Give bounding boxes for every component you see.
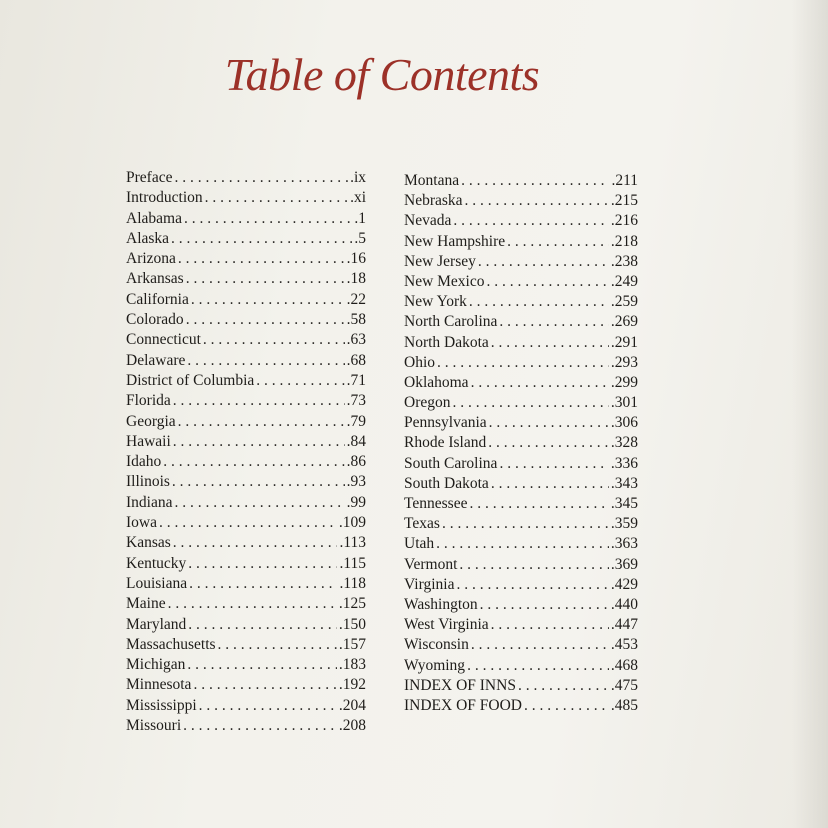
toc-entry-page: .113 <box>339 534 366 552</box>
toc-entry <box>404 211 638 231</box>
toc-entry <box>404 676 638 696</box>
toc-entry-page: .211 <box>611 172 638 189</box>
dot-leader <box>467 656 609 676</box>
toc-entry-name: Delaware <box>126 351 186 369</box>
toc-entry <box>126 452 366 472</box>
toc-entry <box>404 232 638 252</box>
toc-entry <box>404 252 638 272</box>
toc-entry-name: Montana <box>404 172 460 189</box>
toc-entry-name: California <box>126 290 189 308</box>
dot-leader <box>456 575 608 595</box>
toc-entry-name: Kansas <box>126 534 171 552</box>
toc-entry-page: .249 <box>610 272 638 290</box>
toc-entry <box>126 432 366 452</box>
toc-entry-page: .115 <box>339 554 366 572</box>
dot-leader <box>491 474 609 494</box>
dot-leader <box>499 454 608 474</box>
toc-entry <box>126 371 366 391</box>
toc-entry-name: Missouri <box>126 717 182 735</box>
toc-entry <box>126 574 366 594</box>
toc-entry-name: Rhode Island <box>404 434 487 452</box>
toc-entry-name: Washington <box>404 595 478 613</box>
toc-entry <box>126 290 366 310</box>
toc-entry-name: Virginia <box>404 575 455 593</box>
dot-leader <box>199 696 337 716</box>
dot-leader <box>163 452 344 472</box>
toc-entry-name: Mississippi <box>126 696 197 714</box>
dot-leader <box>524 696 609 716</box>
page-title: Table of Contents <box>224 49 540 100</box>
toc-entry <box>126 472 366 492</box>
toc-entry <box>126 493 366 513</box>
toc-entry-page: .68 <box>346 351 366 369</box>
toc-entry-page: .5 <box>354 229 366 247</box>
toc-entry-page: .16 <box>346 250 366 268</box>
toc-entry <box>404 555 638 575</box>
toc-entry-page: .79 <box>346 412 366 430</box>
dot-leader <box>465 191 609 211</box>
toc-entry-name: Maine <box>126 595 166 613</box>
toc-entry <box>126 513 366 533</box>
toc-entry <box>126 188 366 208</box>
dot-leader <box>203 330 345 350</box>
toc-entry-name: Arizona <box>126 250 176 268</box>
toc-entry <box>404 333 638 353</box>
toc-entry-page: .125 <box>338 595 366 613</box>
toc-entry <box>404 575 638 595</box>
toc-entry <box>126 229 366 249</box>
toc-entry <box>404 696 638 716</box>
toc-entry <box>126 635 366 655</box>
toc-entry-name: Illinois <box>126 473 170 491</box>
toc-entry-page: .xi <box>350 189 366 207</box>
toc-entry <box>126 716 366 736</box>
dot-leader <box>436 534 609 554</box>
dot-leader <box>187 655 336 675</box>
toc-column-right <box>404 171 638 716</box>
dot-leader <box>187 351 344 371</box>
dot-leader <box>191 290 345 310</box>
toc-entry <box>404 393 638 413</box>
toc-entry-page: .183 <box>338 656 366 674</box>
toc-entry-name: New Hampshire <box>404 232 506 250</box>
dot-leader <box>487 272 609 292</box>
toc-entry-name: Arkansas <box>126 270 184 288</box>
dot-leader <box>173 432 345 452</box>
toc-entry-page: .150 <box>338 615 366 633</box>
dot-leader <box>480 595 609 615</box>
dot-leader <box>186 269 345 289</box>
toc-entry <box>404 656 638 676</box>
dot-leader <box>186 310 345 330</box>
toc-entry-page: .343 <box>610 474 638 492</box>
toc-entry-name: Georgia <box>126 412 176 430</box>
toc-entry-page: .363 <box>610 535 638 553</box>
toc-entry <box>404 413 638 433</box>
toc-entry-name: New York <box>404 293 467 311</box>
dot-leader <box>174 493 344 513</box>
toc-entry <box>404 292 638 312</box>
toc-entry-page: .86 <box>346 453 366 471</box>
toc-entry-name: Florida <box>126 392 171 410</box>
dot-leader <box>183 716 337 736</box>
toc-entry <box>126 168 366 188</box>
dot-leader <box>168 594 337 614</box>
toc-entry <box>126 594 366 614</box>
toc-entry-name: Tennessee <box>404 495 468 512</box>
toc-entry <box>126 330 366 350</box>
dot-leader <box>205 188 348 208</box>
dot-leader <box>461 171 609 191</box>
toc-entry-page: .359 <box>610 515 638 533</box>
toc-entry-name: Michigan <box>126 656 186 674</box>
toc-entry-name: New Jersey <box>404 252 476 270</box>
dot-leader <box>173 533 338 553</box>
toc-entry-page: .192 <box>338 676 366 694</box>
toc-entry-page: .475 <box>610 676 638 694</box>
dot-leader <box>469 292 609 312</box>
toc-entry-page: .269 <box>610 313 638 331</box>
toc-entry <box>404 514 638 534</box>
dot-leader <box>178 412 345 432</box>
dot-leader <box>437 353 609 373</box>
toc-entry-page: .204 <box>338 696 366 714</box>
toc-entry <box>404 373 638 393</box>
toc-entry <box>126 615 366 635</box>
toc-entry <box>126 391 366 411</box>
toc-entry-name: Nevada <box>404 212 452 230</box>
toc-entry <box>126 351 366 371</box>
toc-entry-name: South Carolina <box>404 454 498 472</box>
dot-leader <box>178 249 345 269</box>
toc-entry-name: Idaho <box>126 453 162 471</box>
dot-leader <box>453 393 609 413</box>
toc-entry-name: Pennsylvania <box>404 414 487 432</box>
toc-entry-page: .328 <box>610 434 638 452</box>
toc-entry-page: .299 <box>610 373 638 391</box>
dot-leader <box>174 168 348 188</box>
toc-entry <box>126 209 366 229</box>
toc-entry-name: Colorado <box>126 311 184 329</box>
toc-entry-name: Oregon <box>404 394 451 412</box>
toc-entry <box>404 191 638 211</box>
dot-leader <box>488 433 609 453</box>
toc-entry-page: .440 <box>610 595 638 613</box>
toc-entry-page: .293 <box>610 353 638 371</box>
toc-entry-page: .84 <box>346 432 366 450</box>
toc-entry <box>404 615 638 635</box>
toc-entry-name: Hawaii <box>126 432 171 450</box>
dot-leader <box>256 371 344 391</box>
dot-leader <box>442 514 609 534</box>
toc-entry-page: .218 <box>610 232 638 250</box>
toc-entry-name: Massachusetts <box>126 635 216 653</box>
dot-leader <box>469 494 608 514</box>
dot-leader <box>188 554 337 574</box>
toc-entry-page: .238 <box>610 252 638 270</box>
toc-entry-name: Preface <box>126 169 173 186</box>
toc-entry-page: .369 <box>610 555 638 573</box>
toc-entry-page: .63 <box>346 331 366 349</box>
toc-entry-name: New Mexico <box>404 272 485 290</box>
toc-entry-page: .291 <box>610 333 638 351</box>
toc-entry <box>404 433 638 453</box>
toc-entry <box>404 353 638 373</box>
toc-entry <box>126 655 366 675</box>
toc-entry-name: Alaska <box>126 229 170 247</box>
dot-leader <box>171 229 352 249</box>
toc-entry <box>404 474 638 494</box>
toc-entry-page: .216 <box>610 212 638 230</box>
toc-entry-page: .336 <box>610 454 638 472</box>
toc-entry-page: .453 <box>610 636 638 654</box>
dot-leader <box>459 555 608 575</box>
toc-entry-name: North Carolina <box>404 313 498 331</box>
dot-leader <box>518 676 609 696</box>
toc-entry-name: District of Columbia <box>126 371 255 389</box>
toc-entry <box>404 272 638 292</box>
toc-entry-name: Oklahoma <box>404 373 469 391</box>
toc-entry-name: Connecticut <box>126 331 201 349</box>
dot-leader <box>499 312 608 332</box>
toc-entry-page: .447 <box>610 616 638 634</box>
toc-entry-page: .485 <box>610 696 638 714</box>
dot-leader <box>471 635 609 655</box>
toc-entry <box>404 312 638 332</box>
toc-entry-name: Wisconsin <box>404 636 469 654</box>
dot-leader <box>491 333 609 353</box>
toc-entry-page: .109 <box>338 514 366 532</box>
toc-entry-name: Minnesota <box>126 676 192 694</box>
toc-entry-name: North Dakota <box>404 333 489 351</box>
toc-entry-name: Louisiana <box>126 574 188 592</box>
toc-entry-name: Kentucky <box>126 554 187 572</box>
dot-leader <box>489 413 609 433</box>
toc-entry-name: Iowa <box>126 514 157 532</box>
toc-entry-page: .ix <box>350 169 366 186</box>
dot-leader <box>507 232 609 252</box>
dot-leader <box>471 373 609 393</box>
dot-leader <box>453 211 609 231</box>
page-edge-shadow <box>792 0 828 828</box>
toc-entry-page: .1 <box>354 209 366 227</box>
toc-entry-name: Indiana <box>126 493 173 511</box>
toc-column-left <box>126 168 366 736</box>
toc-entry-page: .301 <box>610 394 638 412</box>
toc-entry-name: Texas <box>404 515 440 533</box>
toc-entry <box>126 310 366 330</box>
toc-entry <box>126 675 366 695</box>
dot-leader <box>189 574 337 594</box>
dot-leader <box>491 615 609 635</box>
toc-entry-page: .215 <box>610 192 638 210</box>
toc-entry <box>126 249 366 269</box>
toc-entry-page: .71 <box>346 371 366 389</box>
dot-leader <box>184 209 352 229</box>
toc-entry <box>404 534 638 554</box>
toc-entry-page: .73 <box>346 392 366 410</box>
dot-leader <box>173 391 345 411</box>
toc-entry-name: Alabama <box>126 209 182 227</box>
toc-entry-page: .259 <box>610 293 638 311</box>
toc-entry <box>126 554 366 574</box>
toc-entry-name: West Virginia <box>404 616 489 634</box>
toc-entry-name: Wyoming <box>404 656 466 674</box>
toc-entry-name: South Dakota <box>404 474 489 492</box>
toc-entry-name: Utah <box>404 535 435 553</box>
dot-leader <box>478 252 609 272</box>
toc-entry-page: .22 <box>346 290 366 308</box>
toc-entry-page: .157 <box>338 635 366 653</box>
dot-leader <box>188 615 337 635</box>
toc-entry <box>404 171 638 191</box>
toc-entry-name: INDEX OF FOOD <box>404 696 522 714</box>
toc-entry-page: .93 <box>346 473 366 491</box>
toc-entry <box>126 269 366 289</box>
toc-entry-name: Nebraska <box>404 192 463 210</box>
toc-entry <box>404 454 638 474</box>
toc-entry-page: .208 <box>338 717 366 735</box>
toc-entry-page: .345 <box>610 495 638 512</box>
toc-entry-name: Introduction <box>126 189 203 207</box>
dot-leader <box>159 513 337 533</box>
toc-entry-name: Ohio <box>404 353 435 371</box>
toc-entry <box>126 696 366 716</box>
toc-entry-page: .18 <box>346 270 366 288</box>
toc-entry-page: .118 <box>339 574 366 592</box>
toc-entry-name: Maryland <box>126 615 187 633</box>
dot-leader <box>218 635 337 655</box>
toc-entry-name: Vermont <box>404 555 458 573</box>
toc-entry-page: .58 <box>346 311 366 329</box>
toc-entry <box>404 494 638 514</box>
toc-entry <box>404 595 638 615</box>
dot-leader <box>193 675 336 695</box>
toc-entry <box>404 635 638 655</box>
toc-entry <box>126 533 366 553</box>
toc-entry-page: .468 <box>610 656 638 674</box>
toc-entry-page: .306 <box>610 414 638 432</box>
toc-entry <box>126 412 366 432</box>
toc-entry-page: .99 <box>346 493 366 511</box>
toc-entry-page: .429 <box>610 575 638 593</box>
dot-leader <box>172 472 345 492</box>
toc-entry-name: INDEX OF INNS <box>404 676 516 694</box>
